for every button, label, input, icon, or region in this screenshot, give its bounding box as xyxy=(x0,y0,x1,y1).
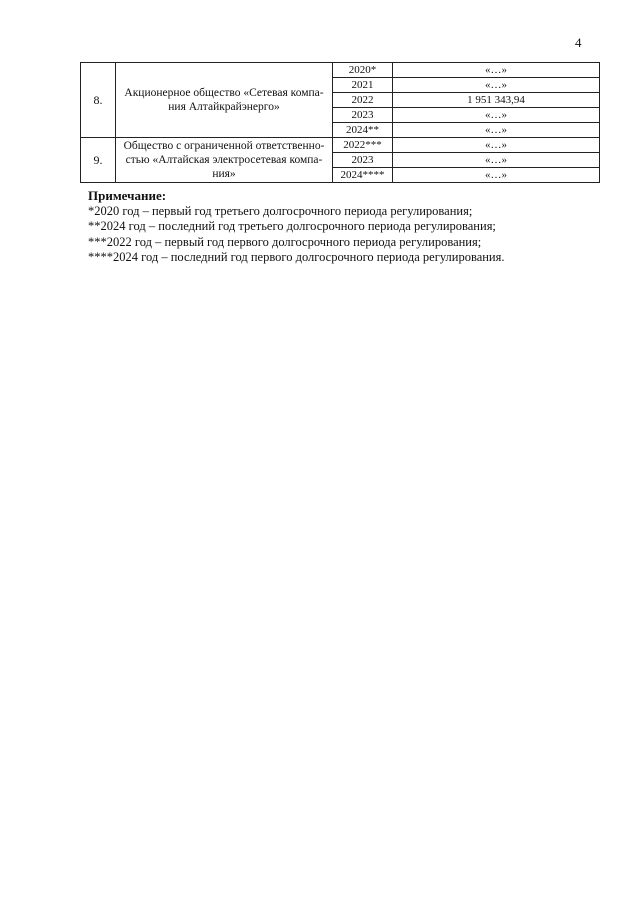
note-item: ****2024 год – последний год первого долгосрочного периода регулирования. xyxy=(88,250,505,264)
table-row xyxy=(81,138,600,153)
value-cell: «…» xyxy=(393,153,600,168)
year-cell: 2023 xyxy=(333,108,393,123)
organization-name: Общество с ограниченной ответственно-стью «Алтайская электросетевая компа-ния» xyxy=(116,138,333,183)
value-cell: «…» xyxy=(393,63,600,78)
value-cell: «…» xyxy=(393,168,600,183)
year-cell: 2022 xyxy=(333,93,393,108)
table-row xyxy=(81,63,600,78)
note-item: *2020 год – первый год третьего долгосрочного периода регулирования; xyxy=(88,203,473,218)
value-cell: «…» xyxy=(393,78,600,93)
notes-section xyxy=(88,188,608,266)
note-item: ***2022 год – первый год первого долгосрочного периода регулирования; xyxy=(88,234,482,249)
value-cell: 1 951 343,94 xyxy=(393,93,600,108)
row-number: 9. xyxy=(81,138,116,183)
tariff-table xyxy=(80,62,600,183)
organization-name: Акционерное общество «Сетевая компа-ния Алтайкрайэнерго» xyxy=(116,63,333,138)
row-number: 8. xyxy=(81,63,116,138)
value-cell: «…» xyxy=(393,138,600,153)
year-cell: 2022*** xyxy=(333,138,393,153)
value-cell: «…» xyxy=(393,108,600,123)
year-cell: 2021 xyxy=(333,78,393,93)
year-cell: 2024** xyxy=(333,123,393,138)
year-cell: 2023 xyxy=(333,153,393,168)
note-item: **2024 год – последний год третьего долгосрочного периода регулирования; xyxy=(88,219,496,233)
value-cell: «…» xyxy=(393,123,600,138)
year-cell: 2024**** xyxy=(333,168,393,183)
year-cell: 2020* xyxy=(333,63,393,78)
page-number: 4 xyxy=(575,35,582,50)
notes-title: Примечание: xyxy=(88,188,167,203)
